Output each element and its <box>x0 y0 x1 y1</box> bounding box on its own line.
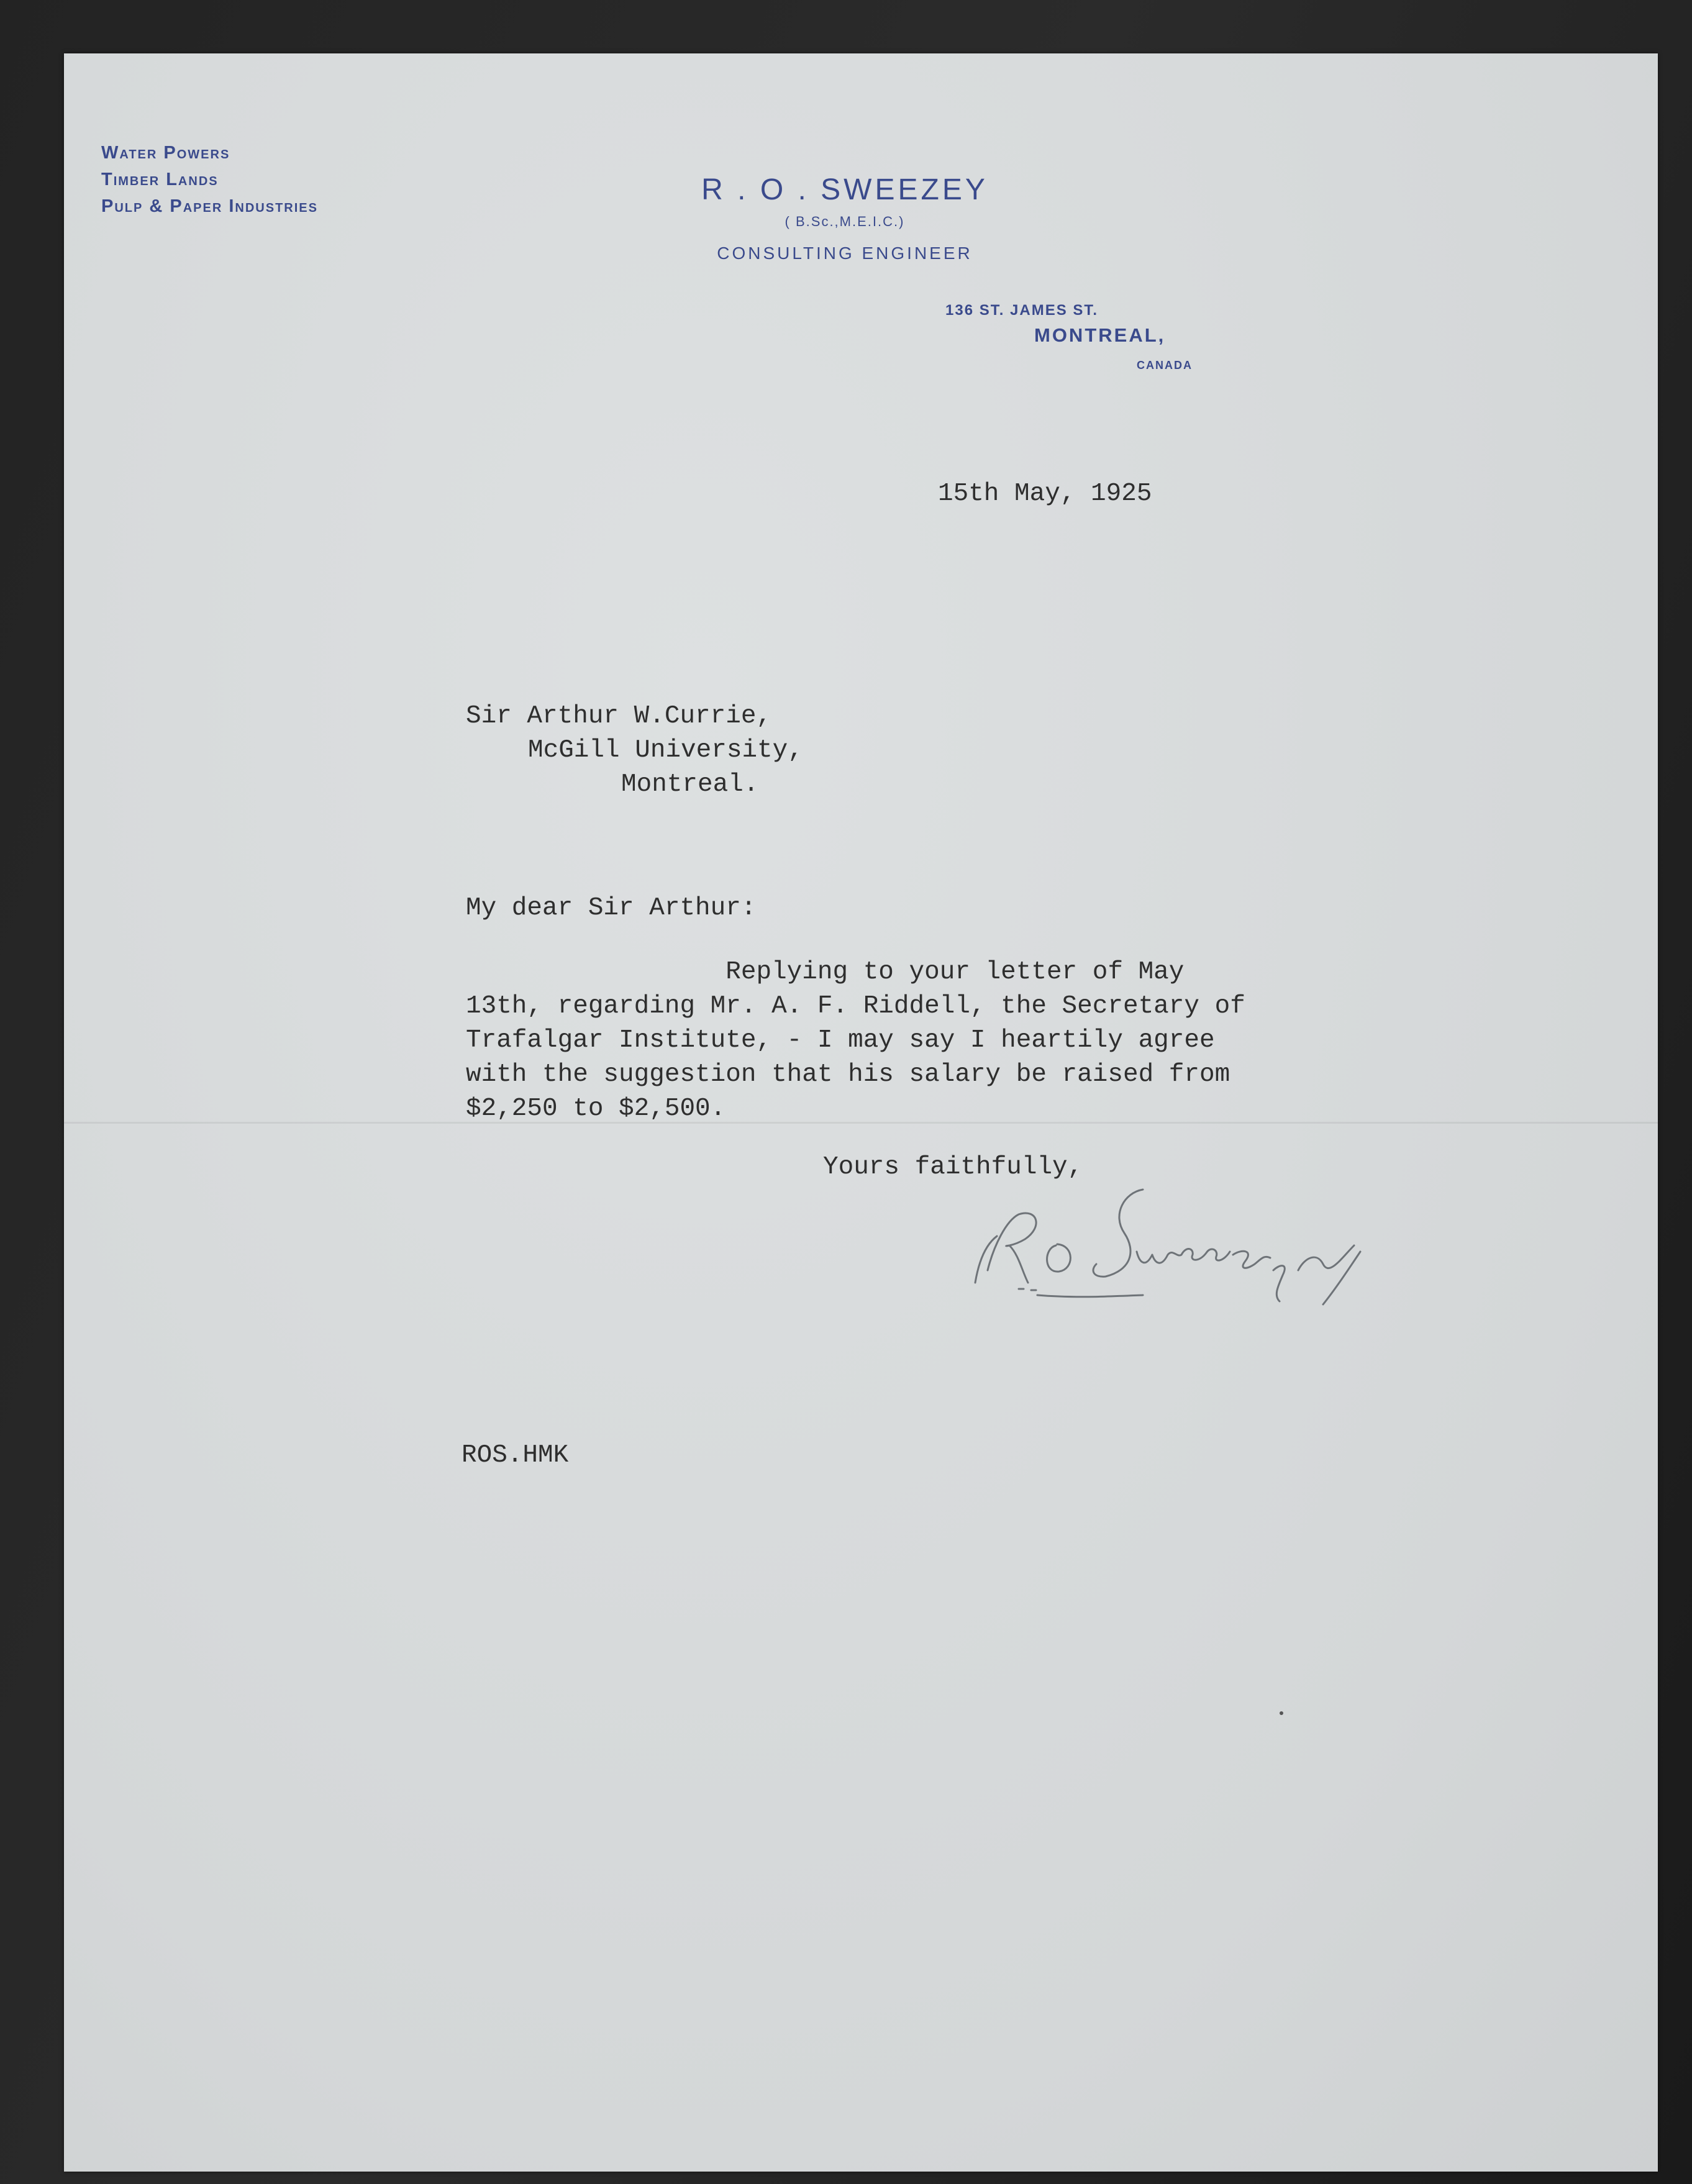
letterhead-city: MONTREAL, <box>1034 324 1166 346</box>
service-line: Timber Lands <box>101 170 219 189</box>
signature <box>950 1177 1398 1332</box>
letterhead-name: R . O . SWEEZEY <box>701 173 988 206</box>
closing: Yours faithfully, <box>823 1153 1083 1181</box>
service-line: Water Powers <box>101 143 230 163</box>
service-line: Pulp & Paper Industries <box>101 196 318 216</box>
recipient-line: McGill University, <box>528 736 803 765</box>
letterhead-degrees: ( B.Sc.,M.E.I.C.) <box>785 214 905 229</box>
salutation: My dear Sir Arthur: <box>466 894 757 922</box>
body-line: $2,250 to $2,500. <box>466 1094 726 1123</box>
body-line: 13th, regarding Mr. A. F. Riddell, the Secretary of <box>466 992 1245 1021</box>
letterhead-country: CANADA <box>1137 359 1193 371</box>
body-line: Replying to your letter of May <box>466 958 1185 986</box>
reference-initials: ROS.HMK <box>462 1441 569 1470</box>
letterhead-street: 136 ST. JAMES ST. <box>945 302 1099 319</box>
recipient-line: Montreal. <box>621 770 759 799</box>
letterhead-title: CONSULTING ENGINEER <box>717 243 973 263</box>
body-line: Trafalgar Institute, - I may say I heartily agree <box>466 1026 1215 1055</box>
letter-body <box>466 955 1245 1126</box>
letterhead-services <box>101 140 318 220</box>
body-line: with the suggestion that his salary be raised from <box>466 1060 1230 1089</box>
recipient-line: Sir Arthur W.Currie, <box>466 702 772 730</box>
letter-date: 15th May, 1925 <box>938 480 1152 508</box>
paper-speck <box>1280 1711 1283 1715</box>
